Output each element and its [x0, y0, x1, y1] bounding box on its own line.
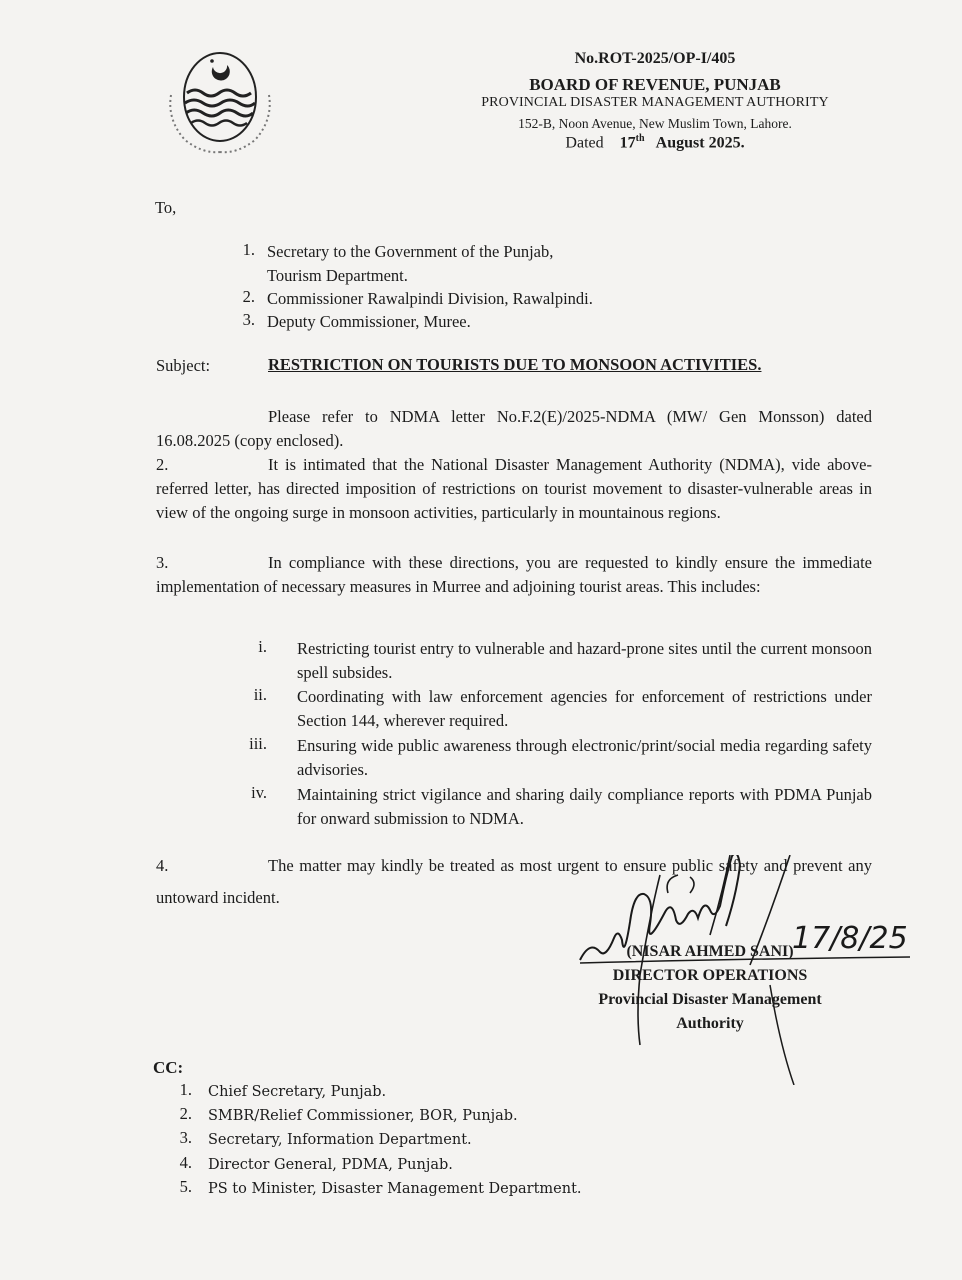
- measure-text: Restricting tourist entry to vulnerable and hazard-prone sites until the current monsoon spell subsides.: [297, 639, 872, 682]
- addressee-item: Commissioner Rawalpindi Division, Rawalpindi.: [267, 289, 593, 308]
- paragraph-4-text: The matter may kindly be treated as most urgent to ensure public safety and prevent any untoward incident.: [156, 856, 872, 907]
- subject-label: Subject:: [156, 356, 211, 375]
- addressee-num: 1.: [242, 240, 255, 259]
- paragraph-3-num: 3.: [156, 553, 169, 572]
- organization-name: BOARD OF REVENUE, PUNJAB: [529, 75, 781, 94]
- cc-label: CC:: [153, 1058, 184, 1077]
- paragraph-3: [156, 551, 872, 599]
- signature-block: [575, 940, 845, 1036]
- measure-num: ii.: [253, 685, 267, 704]
- cc-item: SMBR/Relief Commissioner, BOR, Punjab.: [208, 1108, 518, 1124]
- cc-num: 3.: [179, 1128, 192, 1147]
- cc-num: 1.: [179, 1080, 192, 1099]
- date-suffix: th: [635, 133, 645, 144]
- signatory-name: (NISAR AHMED SANI): [626, 943, 794, 960]
- paragraph-2: [156, 453, 872, 525]
- subject-text: RESTRICTION ON TOURISTS DUE TO MONSOON ACTIVITIES.: [268, 355, 762, 374]
- cc-item: Secretary, Information Department.: [208, 1132, 472, 1148]
- date-rest: August 2025.: [655, 134, 745, 152]
- punjab-emblem-icon: [163, 45, 278, 155]
- authority-name: PROVINCIAL DISASTER MANAGEMENT AUTHORITY: [481, 95, 829, 110]
- signatory-org-line1: Provincial Disaster Management: [598, 991, 822, 1008]
- reference-number: No.ROT-2025/OP-I/405: [574, 50, 736, 67]
- measure-text: Maintaining strict vigilance and sharing daily compliance reports with PDMA Punjab for onward submission to NDMA.: [297, 785, 872, 828]
- letter-date: [440, 133, 870, 152]
- paragraph-1: [156, 405, 872, 453]
- measure-text: Ensuring wide public awareness through electronic/print/social media regarding safety advisories.: [297, 736, 872, 779]
- signatory-org-line2: Authority: [676, 1015, 744, 1032]
- paragraph-1-text: Please refer to NDMA letter No.F.2(E)/2025-NDMA (MW/ Gen Monsson) dated 16.08.2025 (copy enclosed).: [156, 407, 872, 450]
- measure-num: iv.: [251, 783, 267, 802]
- salutation: To,: [155, 198, 177, 217]
- cc-item: PS to Minister, Disaster Management Department.: [208, 1181, 582, 1197]
- measure-text: Coordinating with law enforcement agencies for enforcement of restrictions under Section 144, wherever required.: [297, 687, 872, 730]
- addressee-line: Secretary to the Government of the Punjab,: [267, 242, 554, 261]
- signatory-designation: DIRECTOR OPERATIONS: [612, 967, 808, 984]
- paragraph-2-text: It is intimated that the National Disaster Management Authority (NDMA), vide above-referred letter, has directed imposition of restrictions on tourist movement to disaster-vulnerable areas in view of the ongoing surge in monsoon activities, particularly in mountainous regions.: [156, 455, 872, 522]
- cc-item: Chief Secretary, Punjab.: [208, 1084, 387, 1100]
- addressee-item: Deputy Commissioner, Muree.: [267, 312, 471, 331]
- signature-date: 17/8/25: [792, 921, 908, 956]
- measure-num: iii.: [249, 734, 267, 753]
- date-label: Dated: [565, 134, 604, 152]
- cc-item: Director General, PDMA, Punjab.: [208, 1157, 453, 1173]
- addressee-num: 3.: [242, 310, 255, 329]
- addressee-num: 2.: [242, 287, 255, 306]
- paragraph-3-text: In compliance with these directions, you are requested to kindly ensure the immediate implementation of necessary measures in Murree and adjoining tourist areas. This includes:: [156, 553, 872, 596]
- cc-num: 2.: [179, 1104, 192, 1123]
- date-day: 17: [619, 134, 636, 152]
- cc-num: 5.: [179, 1177, 192, 1196]
- measure-num: i.: [258, 637, 267, 656]
- paragraph-4-num: 4.: [156, 856, 169, 875]
- addressee-item: [267, 240, 553, 288]
- addressee-line: Tourism Department.: [267, 266, 408, 285]
- office-address: 152-B, Noon Avenue, New Muslim Town, Lahore.: [518, 116, 792, 131]
- paragraph-2-num: 2.: [156, 455, 169, 474]
- cc-num: 4.: [179, 1153, 192, 1172]
